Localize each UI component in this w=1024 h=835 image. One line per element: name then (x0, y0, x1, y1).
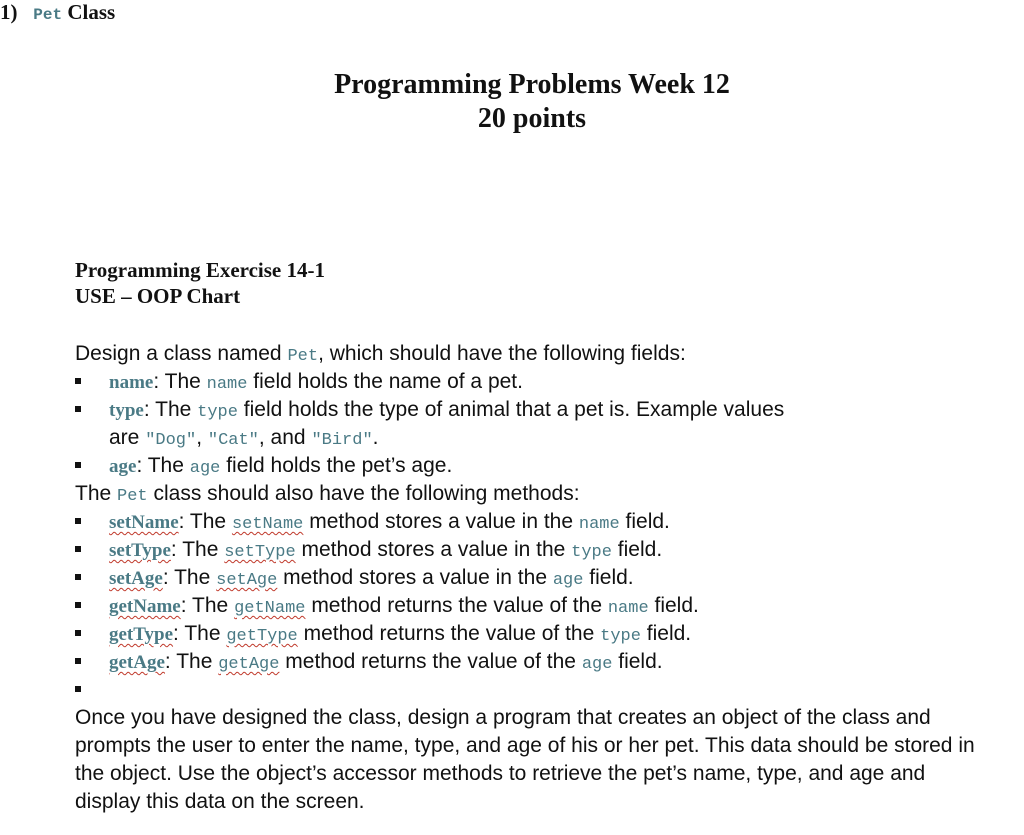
continuation-text: . (372, 426, 379, 449)
method-text: field. (640, 622, 692, 645)
methods-intro (75, 480, 580, 511)
bullet-icon (75, 378, 81, 384)
method-text: method returns the value of the (279, 650, 582, 673)
method-field-code: age (552, 571, 584, 590)
method-field-code: type (600, 627, 641, 646)
method-text: : The (180, 594, 235, 617)
bullet-icon (75, 686, 81, 692)
field-text: : The (153, 370, 207, 393)
method-text: field. (648, 594, 699, 617)
item-number: 1) (0, 0, 18, 24)
method-text: : The (162, 566, 217, 589)
intro-text-before: Design a class named (75, 342, 288, 365)
method-text: method stores a value in the (295, 538, 572, 561)
method-code: setType (224, 543, 296, 562)
bullet-icon (75, 658, 81, 664)
method-name: setType (109, 540, 171, 561)
field-code: age (189, 459, 221, 478)
method-text: field. (619, 510, 670, 533)
method-field-code: name (607, 599, 649, 618)
method-text: : The (164, 650, 219, 673)
example-value-bird: "Bird" (311, 431, 373, 450)
methods-intro-text: The (75, 482, 118, 505)
example-value-cat: "Cat" (207, 431, 259, 450)
bullet-icon (75, 462, 81, 468)
method-text: field. (612, 650, 663, 673)
method-text: : The (178, 510, 232, 533)
bullet-icon (75, 602, 81, 608)
class-word: Class (67, 0, 116, 24)
intro-code: Pet (287, 347, 319, 366)
field-text: : The (136, 454, 190, 477)
method-text: : The (173, 622, 227, 645)
field-code: type (197, 403, 238, 422)
class-name-code: Pet (33, 6, 63, 24)
continuation-text: are (109, 426, 146, 449)
page-title (0, 68, 1024, 136)
method-name: getAge (109, 652, 165, 673)
method-name: getName (109, 596, 181, 617)
bullet-icon (75, 406, 81, 412)
field-text: field holds the type of animal that a pet is. Example values (237, 398, 785, 421)
bullet-icon (75, 518, 81, 524)
continuation-text: , (196, 426, 208, 449)
method-text: method stores a value in the (303, 510, 579, 533)
method-text: field. (611, 538, 663, 561)
oop-chart-heading: USE – OOP Chart (75, 284, 241, 308)
method-name: setName (109, 512, 179, 533)
method-field-code: name (578, 515, 620, 534)
title-line-2: 20 points (477, 103, 587, 134)
bullet-icon (75, 574, 81, 580)
method-text: : The (170, 538, 225, 561)
method-text: method returns the value of the (305, 594, 608, 617)
method-name: setAge (109, 568, 163, 589)
method-text: field. (583, 566, 634, 589)
class-heading (0, 0, 1024, 25)
method-code: getAge (218, 655, 280, 674)
method-code: getName (234, 599, 306, 618)
title-line-1: Programming Problems Week 12 (334, 69, 730, 100)
method-field-code: age (581, 655, 613, 674)
exercise-heading: Programming Exercise 14-1 (75, 258, 326, 282)
example-value-dog: "Dog" (145, 431, 197, 450)
field-name: name (109, 372, 154, 393)
intro-text-after: , which should have the following fields: (318, 342, 686, 365)
bullet-icon (75, 630, 81, 636)
bullet-icon (75, 546, 81, 552)
method-text: method returns the value of the (297, 622, 601, 645)
field-name: age (109, 456, 137, 477)
field-text: field holds the name of a pet. (247, 370, 523, 393)
continuation-text: , and (258, 426, 312, 449)
closing-paragraph: Once you have designed the class, design a program that creates an object of the class and prompts the user to enter the name, type, and age of his or her pet. This data should be stored in the object. Use the object’s accessor methods to retrieve the pet’s name, type, and age and display this data on the screen. (75, 706, 975, 813)
field-name: type (109, 400, 144, 421)
method-code: setAge (216, 571, 278, 590)
methods-intro-code: Pet (117, 487, 148, 506)
method-field-code: type (571, 543, 612, 562)
methods-intro-text: class should also have the following methods: (147, 482, 580, 505)
fields-intro (75, 340, 686, 371)
method-code: getType (226, 627, 298, 646)
field-text: : The (143, 398, 198, 421)
field-text: field holds the pet’s age. (220, 454, 453, 477)
method-name: getType (109, 624, 174, 645)
field-code: name (206, 375, 248, 394)
method-code: setName (231, 515, 304, 534)
method-text: method stores a value in the (277, 566, 553, 589)
